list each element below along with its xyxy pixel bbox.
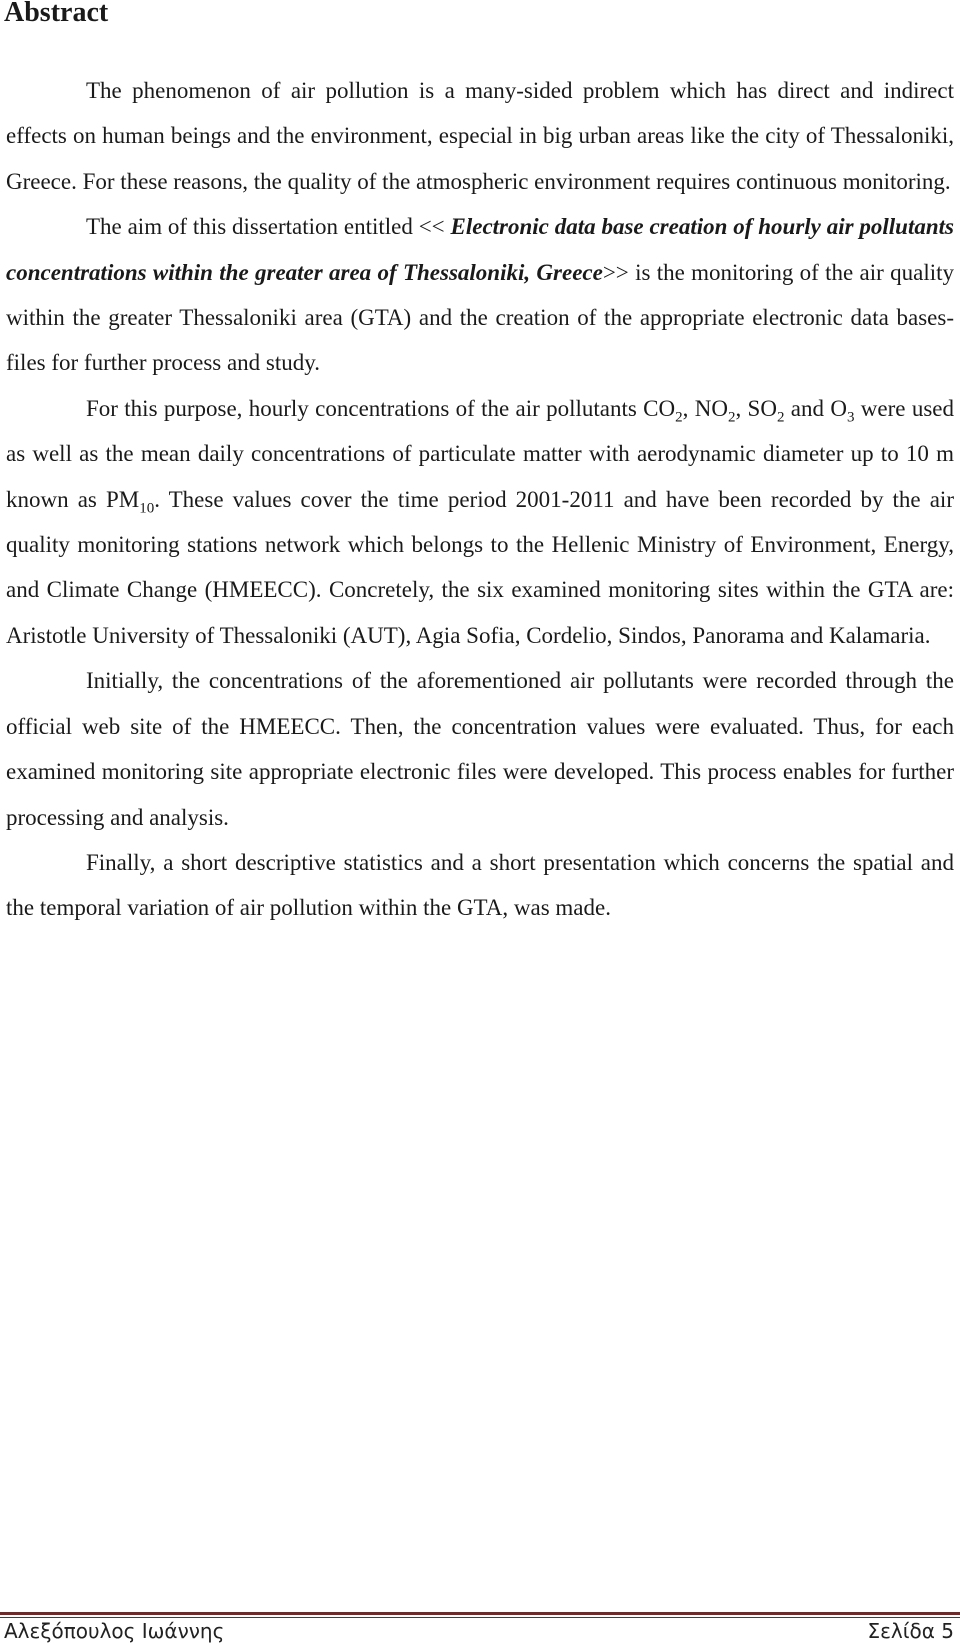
paragraph-method [6,386,954,658]
footer-divider [0,1612,960,1615]
method-text-3: , SO [735,395,777,421]
footer-page-number: Σελίδα 5 [867,1619,954,1643]
page-title: Abstract [4,0,109,28]
subscript-no2: 2 [727,409,736,426]
method-text-4: and O [784,395,847,421]
aim-intro-text: The aim of this dissertation entitled << [86,214,451,240]
aim-rest-text: >> is the monitoring of the air quality within the greater Thessaloniki area (GTA) and the creation of the appropriate electronic data bases-files for further process and study. [6,259,955,376]
abstract-body [6,68,954,931]
paragraph-process: Initially, the concentrations of the aforementioned air pollutants were recorded through the official web site of the HMEECC. Then, the concentration values were evaluated. Thus, for each examined monitoring site appropriate electronic files were developed. This process enables for further processing and analysis. [6,668,954,830]
subscript-pm10: 10 [139,500,155,517]
subscript-co2: 2 [675,409,683,426]
thesis-title: Electronic data base creation of hourly air pollutants concentrations within the greater area of Thessaloniki, Greece [6,214,954,285]
subscript-so2: 2 [776,409,785,426]
footer-author: Αλεξόπουλος Ιωάννης [4,1619,225,1643]
subscript-o3: 3 [846,409,855,426]
paragraph-intro: The phenomenon of air pollution is a many-sided problem which has direct and indirect effects on human beings and the environment, especial in big urban areas like the city of Thessaloniki, Greece. For these reasons, the quality of the atmospheric environment requires continuous monitoring. [6,78,954,194]
paragraph-conclusion: Finally, a short descriptive statistics and a short presentation which concerns the spatial and the temporal variation of air pollution within the GTA, was made. [6,849,954,921]
paragraph-aim [6,204,954,386]
method-text-6: . These values cover the time period 2001-2011 and have been recorded by the air quality monitoring stations network which belongs to the Hellenic Ministry of Environment, Energy, and Climate Change (HMEECC). Concretely, the six examined monitoring sites within the GTA are: Aristotle University of Thessaloniki (AUT), Agia Sofia, Cordelio, Sindos, Panorama and Kalamaria. [6,486,954,648]
method-text-1: For this purpose, hourly concentrations of the air pollutants CO [86,395,676,421]
method-text-2: , NO [682,395,728,421]
method-text-5: were used as well as the mean daily concentrations of particulate matter with aerodynamic diameter up to 10 m known as PM [6,395,954,512]
